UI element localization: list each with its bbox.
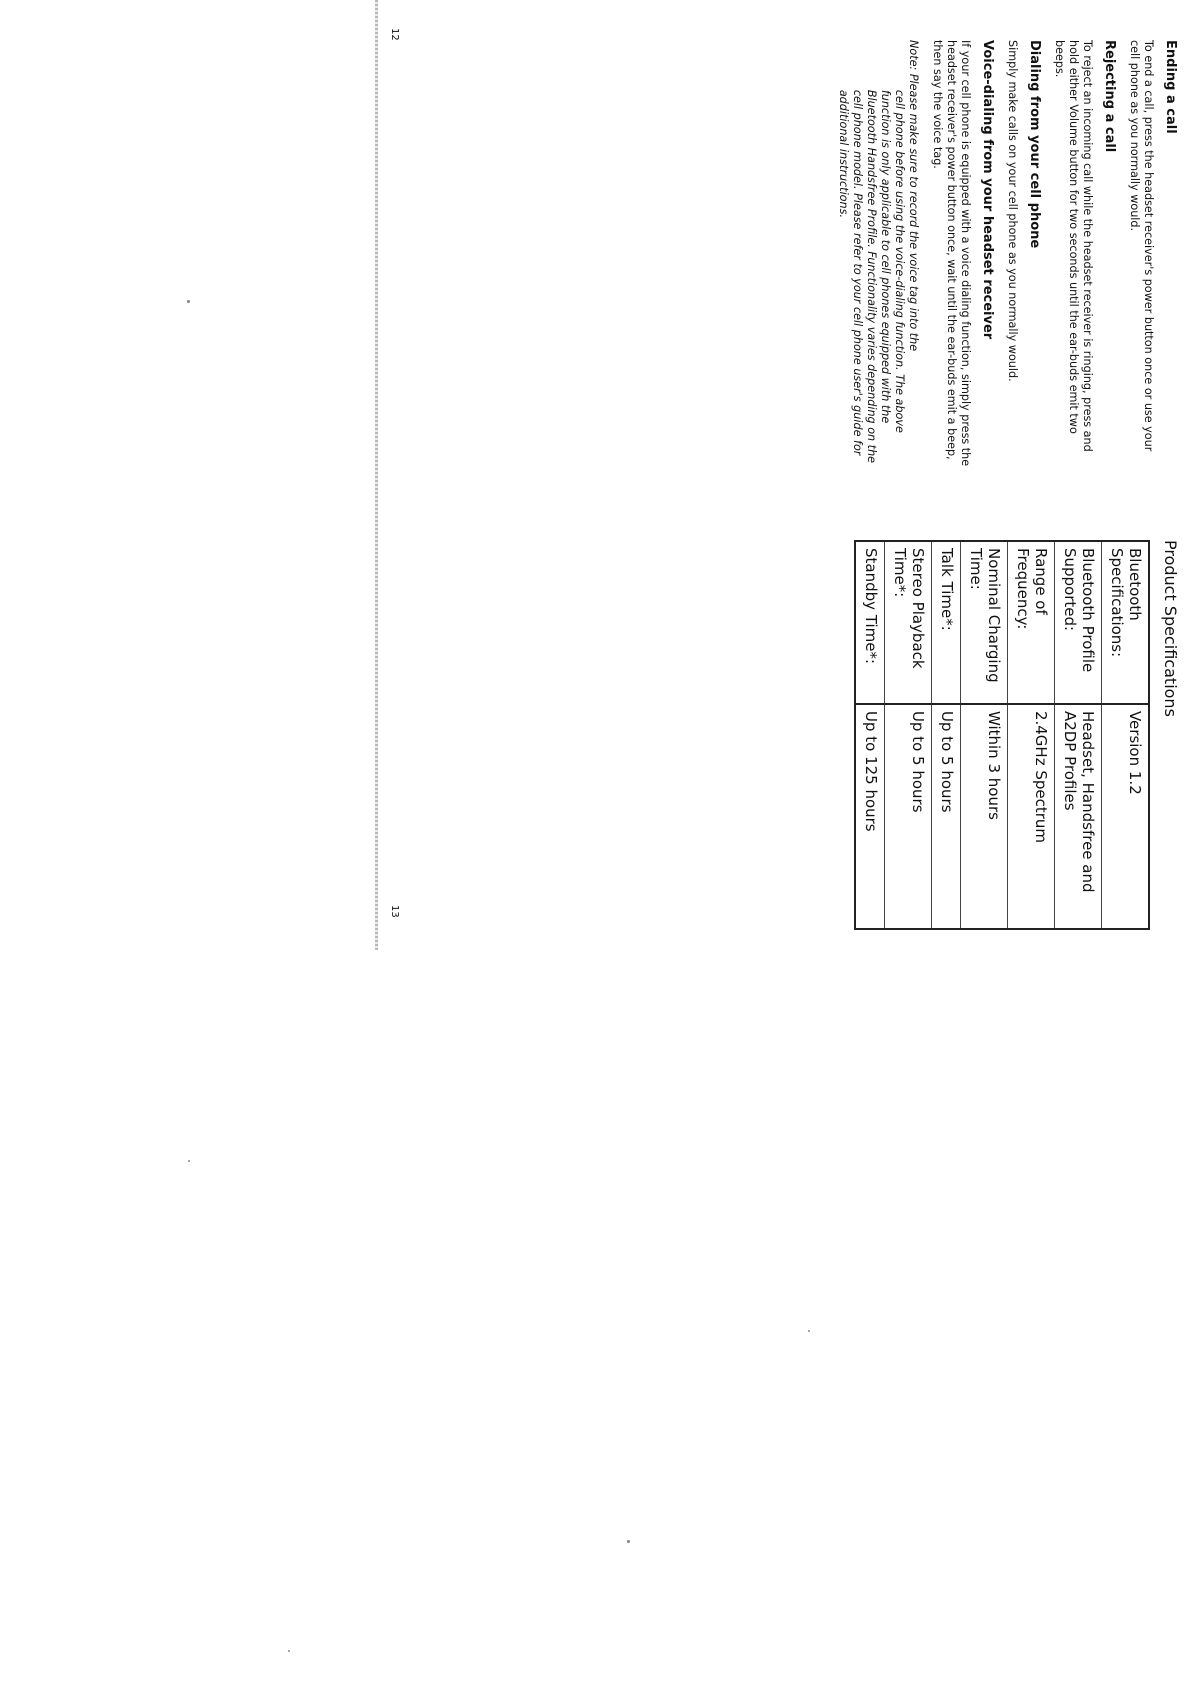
table-row	[1055, 541, 1102, 929]
note-body	[836, 74, 920, 470]
spec-value: 2.4GHz Spectrum	[1008, 704, 1055, 929]
spec-value: Up to 125 hours	[855, 704, 885, 929]
heading-ending-call: Ending a call	[1163, 40, 1178, 134]
text-rejecting-call: To reject an incoming call while the headset receiver is ringing, press and hold either Volume button for two seconds until the ear-buds emit two beeps.	[1053, 40, 1094, 452]
table-row	[1008, 541, 1055, 929]
spec-value: Up to 5 hours	[885, 704, 932, 929]
heading-voice-dialing: Voice-dialing from your headset receiver	[980, 40, 995, 340]
scan-speck	[188, 1160, 190, 1162]
table-row	[855, 541, 885, 929]
text-voice-dialing: If your cell phone is equipped with a voice dialing function, simply press the headset receiver's power button once, wait until the ear-buds emit a beep, then say the voice tag.	[931, 40, 972, 467]
scan-speck	[187, 300, 190, 303]
note-first-line: Please make sure to record the voice tag into the	[907, 73, 920, 352]
heading-rejecting-call: Rejecting a call	[1102, 40, 1117, 153]
spec-label: Nominal Charging Time:	[961, 541, 1008, 704]
note-label: Note:	[907, 40, 920, 74]
spec-label: Stereo Playback Time*:	[885, 541, 932, 704]
specifications-title: Product Specifications	[1161, 540, 1180, 717]
section-rejecting-call	[1052, 40, 1117, 470]
section-dialing-cell-phone	[1005, 40, 1042, 470]
spec-label: Bluetooth Profile Supported:	[1055, 541, 1102, 704]
page-fold-line	[375, 0, 378, 950]
spec-label: Talk Time*:	[932, 541, 961, 704]
section-voice-dialing	[930, 40, 995, 470]
section-ending-call	[1127, 40, 1178, 470]
scan-speck	[808, 1330, 810, 1332]
spec-label: Standby Time*:	[855, 541, 885, 704]
note-block	[836, 40, 920, 470]
heading-dialing-cell-phone: Dialing from your cell phone	[1027, 40, 1042, 249]
spec-value: Within 3 hours	[961, 704, 1008, 929]
table-row	[961, 541, 1008, 929]
spec-value: Headset, Handsfree and A2DP Profiles	[1055, 704, 1102, 929]
spec-value: Up to 5 hours	[932, 704, 961, 929]
left-page	[836, 40, 1178, 470]
spec-label: Bluetooth Specifications:	[1102, 541, 1150, 704]
note-rest: cell phone before using the voice-dialing function. The above function is only applicable to cell phones equipped with the Bluetooth Handsfree Profile. Functionality varies depending on the cell phone model. Please refer to your cell phone user's guide for additional instructions.	[837, 89, 906, 464]
table-row	[932, 541, 961, 929]
text-dialing-cell-phone: Simply make calls on your cell phone as you normally would.	[1006, 40, 1019, 382]
page-number-left: 12	[389, 28, 400, 41]
scan-speck	[627, 1540, 630, 1543]
spec-value: Version 1.2	[1102, 704, 1150, 929]
spec-label: Range of Frequency:	[1008, 541, 1055, 704]
specifications-table	[854, 540, 1150, 930]
table-row	[885, 541, 932, 929]
right-page	[854, 540, 1180, 940]
text-ending-call: To end a call, press the headset receiver's power button once or use your cell phone as you normally would.	[1128, 40, 1155, 452]
page-number-right: 13	[389, 905, 400, 918]
scan-speck	[288, 1650, 290, 1652]
table-row	[1102, 541, 1150, 929]
